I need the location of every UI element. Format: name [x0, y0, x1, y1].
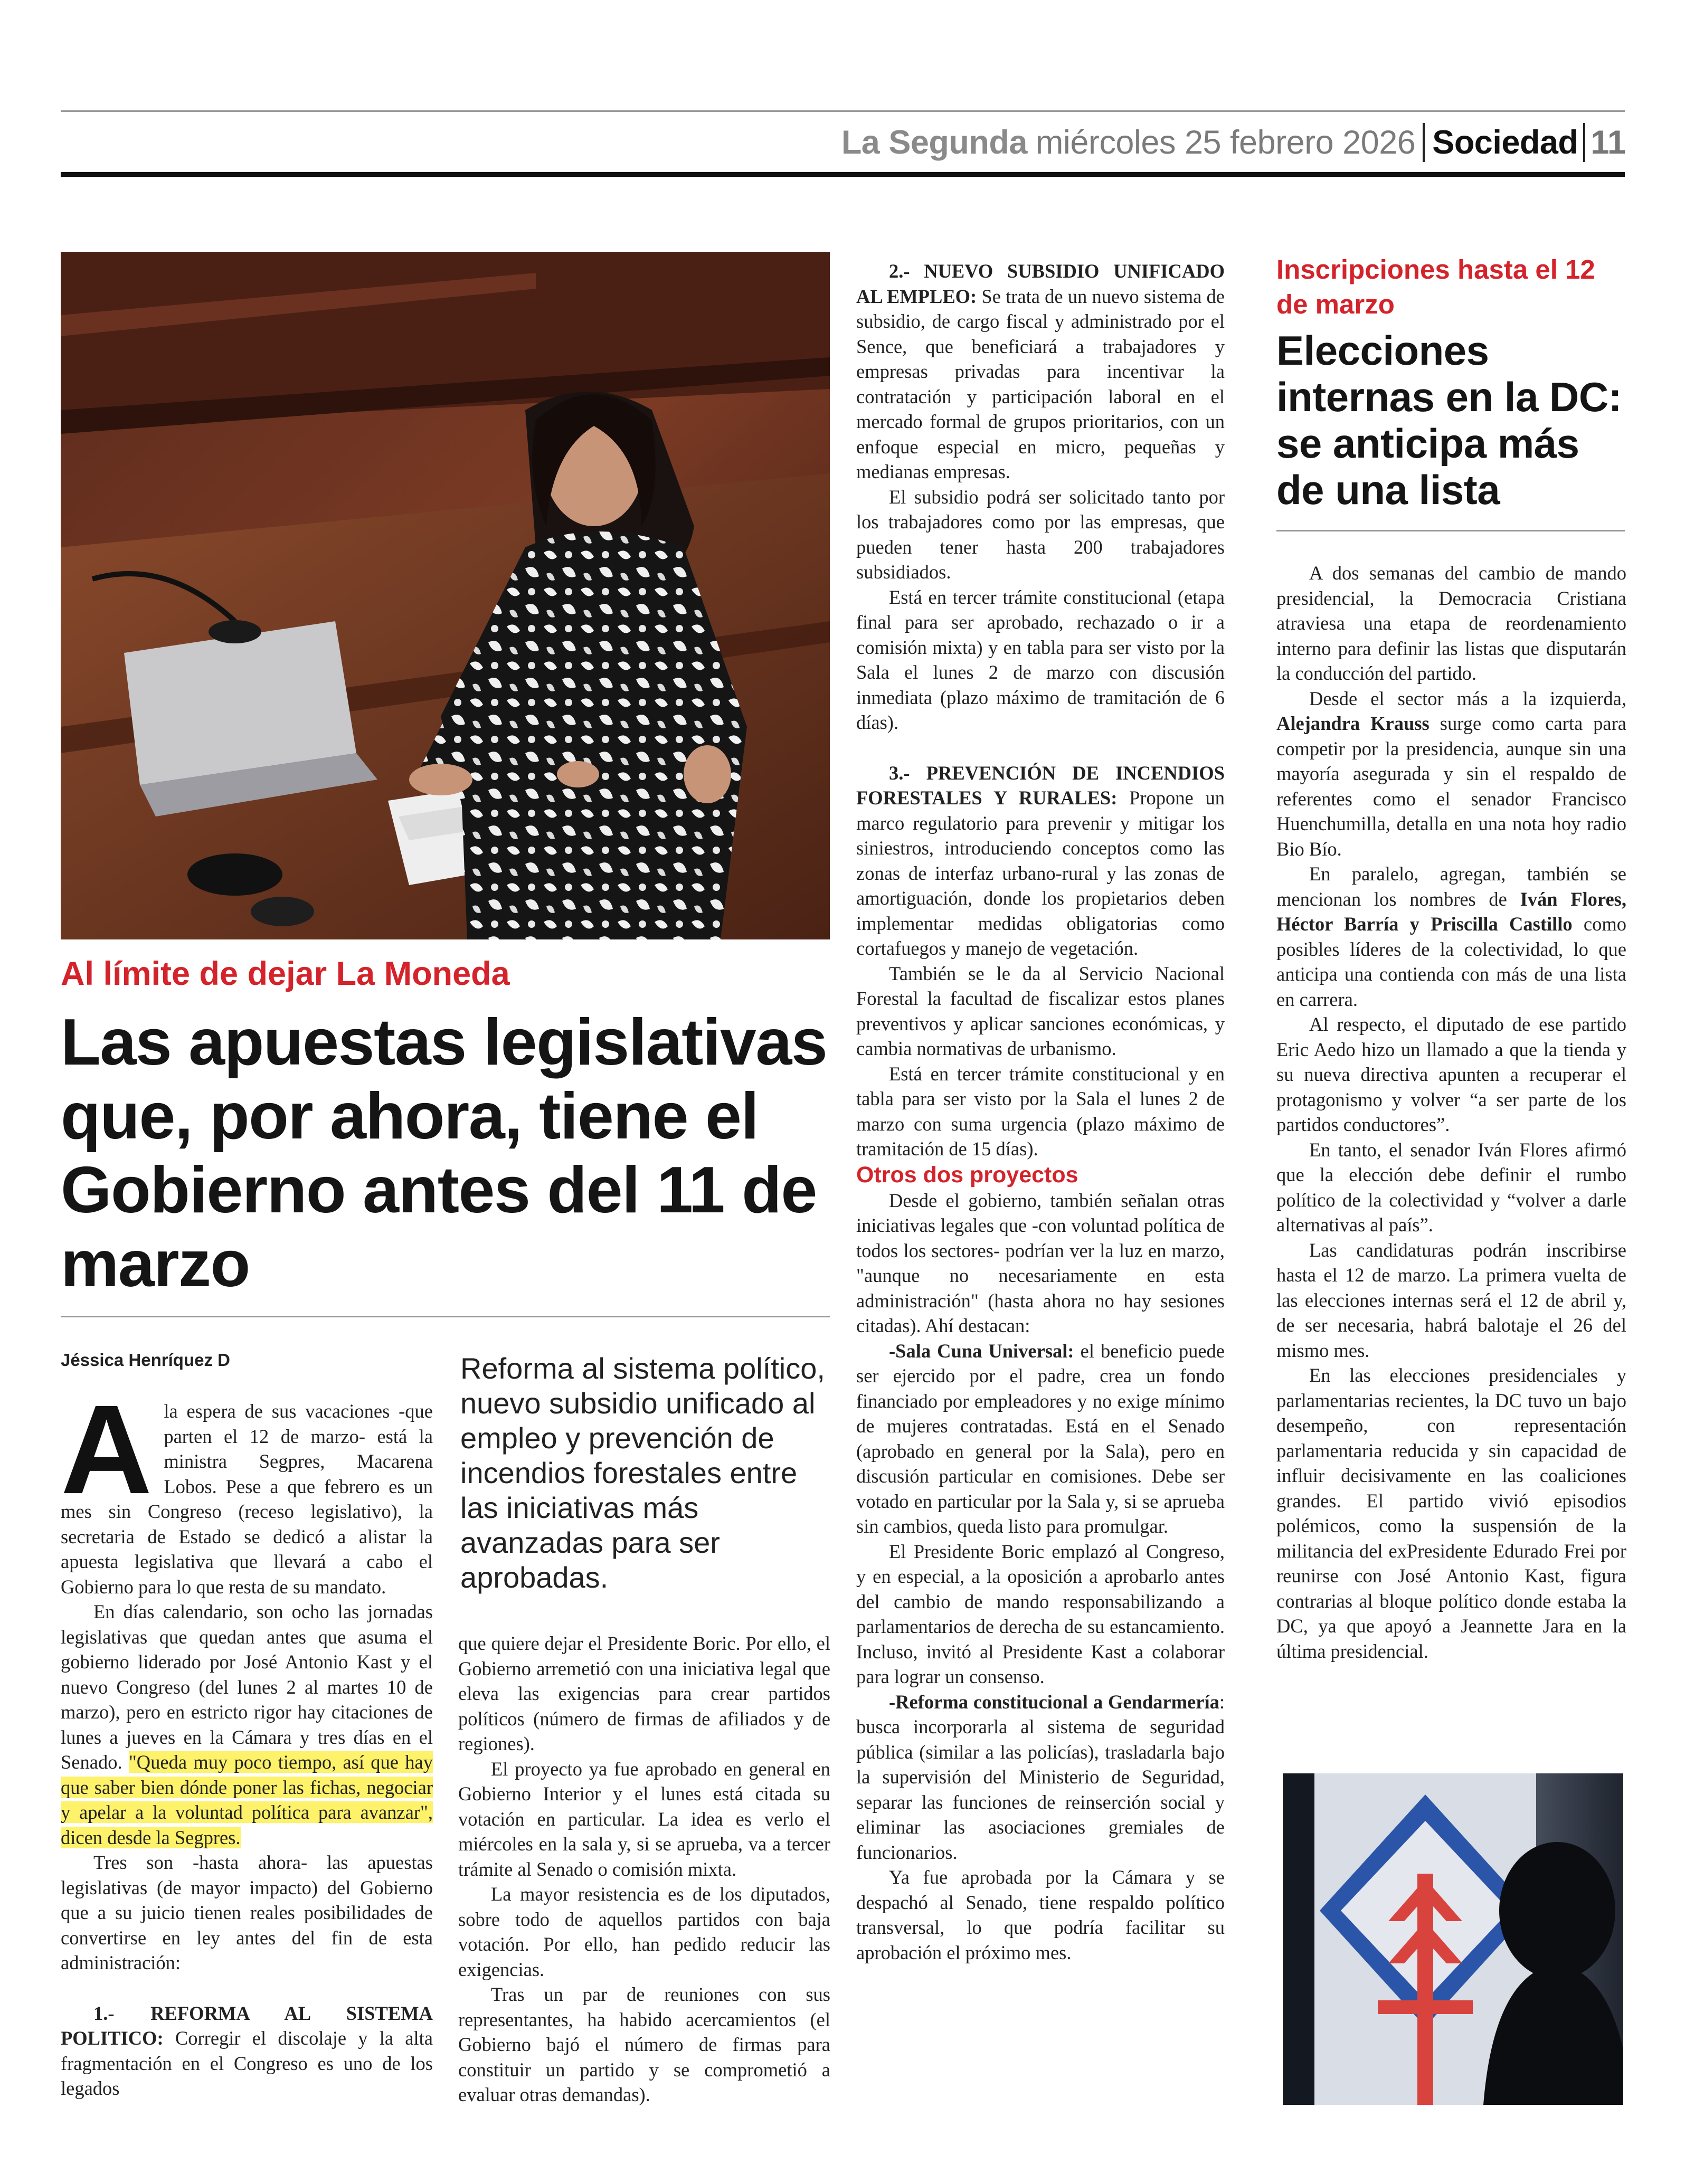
- drop-cap: A: [61, 1379, 153, 1520]
- main-paragraph: Está en tercer trámite constitucional y en tabla para ser visto por la Sala el lunes 2 de marzo con suma urgencia (plazo máximo de tramitación de 15 días).: [856, 1062, 1225, 1160]
- main-kicker: Al límite de dejar La Moneda: [61, 955, 510, 992]
- section-lead: 2.- NUEVO SUBSIDIO UNIFICADO AL EMPLEO:: [856, 260, 1225, 307]
- side-paragraph: A dos semanas del cambio de mando presidencial, la Democracia Cristiana atraviesa una etapa de reordenamiento interno para definir las listas que disputarán la conducción del partido.: [1276, 562, 1626, 684]
- section-name: Sociedad: [1432, 124, 1578, 161]
- main-paragraph: El Presidente Boric emplazó al Congreso, y en especial, a la oposición a aprobarlo antes del cambio de mando responsabilizando a parlamentarios de derecha de su estancamiento. Incluso, invitó al Presidente Kast a colaborar para lograr un consenso.: [856, 1540, 1225, 1687]
- header-top-rule: [61, 110, 1625, 112]
- pull-quote: Reforma al sistema político, nuevo subsidio unificado al empleo y prevención de incendios forestales entre las iniciativas más avanzadas para ser aprobadas.: [460, 1352, 825, 1594]
- side-paragraph: En las elecciones presidenciales y parlamentarias recientes, la DC tuvo un bajo desempeño, con representación parlamentaria reducida y sin capacidad de influir decisivamente en las coaliciones grandes. El partido vivió episodios polémicos, como la suspensión de la militancia del exPresidente Edurado Frei por reunirse con José Antonio Kast, figura contrarias al bloque político donde estaba la DC, ya que apoyó a Jeannette Jara en la última presidencial.: [1276, 1364, 1626, 1662]
- section-lead: 1.- REFORMA AL SISTEMA POLITICO:: [61, 2002, 433, 2049]
- main-paragraph: Desde el gobierno, también señalan otras iniciativas legales que -con voluntad política de todos los sectores- podrían ver la luz en marzo, "aunque no necesariamente en esta administración" (hasta ahora no hay sesiones citadas). Ahí destacan:: [856, 1189, 1225, 1336]
- main-paragraph-text: En días calendario, son ocho las jornadas legislativas que quedan antes que asuma el gobierno liderado por José Antonio Kast y el nuevo Congreso (del lunes 2 al martes 10 de marzo), pero en estricto rigor hay citaciones de lunes a jueves en la Cámara y tres días en el Senado.: [61, 1601, 433, 1773]
- subheading: Otros dos proyectos: [856, 1162, 1078, 1188]
- person-names: Iván Flores, Héctor Barría y Priscilla Castillo: [1276, 888, 1626, 935]
- side-paragraph: [1276, 861, 1626, 1012]
- main-column-1: [61, 1379, 433, 2101]
- side-paragraph-text: surge como carta para competir por la presidencia, aunque sin una mayoría asegurada y sin el respaldo de referentes como el senador Francisco Huenchumilla, detalla en una nota hoy radio Bio Bío.: [1276, 713, 1626, 860]
- section-lead: -Sala Cuna Universal:: [889, 1340, 1074, 1362]
- side-paragraph-text: En paralelo, agregan, también se mencionan los nombres de: [1276, 863, 1626, 910]
- main-column-2: [458, 1631, 830, 2107]
- main-paragraph: Tres son -hasta ahora- las apuestas legislativas (de mayor impacto) del Gobierno que a su juicio tienen reales posibilidades de convertirse en ley antes del fin de esta administración:: [61, 1851, 433, 1973]
- side-column: [1276, 561, 1626, 1664]
- page-number: 11: [1591, 124, 1626, 161]
- side-paragraph-text: como posibles líderes de la colectividad, lo que anticipa una contienda con más de una lista en carrera.: [1276, 913, 1626, 1010]
- side-headline-rule: [1276, 530, 1625, 531]
- main-headline: Las apuestas legislativas que, por ahora, tiene el Gobierno antes del 11 de marzo: [61, 1006, 827, 1300]
- masthead-divider: [1583, 123, 1585, 162]
- dc-flag-photo-illustration: [1283, 1773, 1623, 2105]
- side-article-photo: [1283, 1773, 1623, 2105]
- main-paragraph: El proyecto ya fue aprobado en general en Gobierno Interior y el lunes está citada su votación en particular. La idea es verlo el miércoles en la sala y, si se aprueba, va a tercer trámite al Senado o comisión mixta.: [458, 1758, 830, 1880]
- main-paragraph: que quiere dejar el Presidente Boric. Por ello, el Gobierno arremetió con una iniciativa legal que eleva las exigencias para crear partidos políticos (número de firmas de afiliados y de regiones).: [458, 1632, 830, 1754]
- main-paragraph: Ya fue aprobada por la Cámara y se despachó al Senado, tiene respaldo político transversal, lo que podría facilitar su aprobación el próximo mes.: [856, 1866, 1225, 1963]
- byline: Jéssica Henríquez D: [61, 1350, 230, 1370]
- main-article-photo: [61, 252, 830, 939]
- main-paragraph-text: Propone un marco regulatorio para prevenir y mitigar los siniestros, introduciendo conceptos como las zonas de interfaz urbano-rural y las zonas de amortiguación, donde los propietarios deben implementar medidas obligatorias como cortafuegos y manejo de vegetación.: [856, 787, 1225, 959]
- side-paragraph: En tanto, el senador Iván Flores afirmó que la elección debe definir el rumbo político de la colectividad y “volver a darle alternativas al país”.: [1276, 1138, 1626, 1236]
- section-lead: 3.- PREVENCIÓN DE INCENDIOS FORESTALES Y RURALES:: [856, 762, 1225, 809]
- main-paragraph-text: el beneficio puede ser ejercido por el padre, crea un fondo financiado por empleadores y no exige mínimo de mujeres contratadas. Está en el Senado (aprobado en general por la Sala), pero en discusión particular en comisiones. Debe ser votado en particular por la Sala y, si se aprueba sin cambios, queda listo para promulgar.: [856, 1340, 1225, 1537]
- main-paragraph: [856, 259, 1225, 485]
- main-paragraph: [856, 1689, 1225, 1865]
- side-kicker: Inscripciones hasta el 12 de marzo: [1276, 254, 1595, 319]
- main-paragraph: La mayor resistencia es de los diputados, sobre todo de aquellos partidos con baja votación. Por ello, han pedido reducir las exigencias.: [458, 1883, 830, 1980]
- side-paragraph: [1276, 686, 1626, 862]
- minister-photo-illustration: [61, 252, 830, 939]
- headline-rule: [61, 1316, 830, 1317]
- masthead-divider: [1423, 123, 1425, 162]
- highlighted-quote: "Queda muy poco tiempo, así que hay que saber bien dónde poner las fichas, negociar y apelar a la voluntad política para avanzar", dicen desde la Segpres.: [61, 1751, 433, 1848]
- header-bottom-rule: [61, 172, 1625, 177]
- main-paragraph: Está en tercer trámite constitucional (etapa final para ser aprobado, rechazado o ir a comisión mixta) y en tabla para ser visto por la Sala el lunes 2 de marzo con discusión inmediata (plazo máximo de tramitación de 6 días).: [856, 586, 1225, 733]
- person-name: Alejandra Krauss: [1276, 713, 1430, 734]
- section-lead: -Reforma constitucional a Gendarmería: [889, 1691, 1219, 1713]
- main-paragraph: [61, 1599, 433, 1850]
- main-paragraph-text: Corregir el discolaje y la alta fragmentación en el Congreso es uno de los legados: [61, 2027, 433, 2099]
- issue-date: miércoles 25 febrero 2026: [1035, 124, 1416, 161]
- main-column-3: [856, 259, 1225, 1965]
- main-paragraph: Tras un par de reuniones con sus representantes, ha habido acercamientos (el Gobierno bajó el número de firmas para constituir un partido y se comprometió a evaluar otras demandas).: [458, 1983, 830, 2105]
- side-paragraph-text: Desde el sector más a la izquierda,: [1309, 687, 1626, 709]
- main-paragraph: También se le da al Servicio Nacional Forestal la facultad de fiscalizar estos planes preventivos y aplicar sanciones económicas, y cambia normativas de urbanismo.: [856, 962, 1225, 1059]
- main-paragraph: [856, 761, 1225, 961]
- main-paragraph: [61, 2001, 433, 2101]
- main-paragraph: la espera de sus vacaciones -que parten el 12 de marzo- está la ministra Segpres, Macarena Lobos. Pese a que febrero es un mes sin Congreso (receso legislativo), la secretaria de Estado se dedicó a alistar la apuesta legislativa que llevará a cabo el Gobierno para lo que resta de su mandato.: [61, 1400, 433, 1598]
- side-paragraph: Las candidaturas podrán inscribirse hasta el 12 de marzo. La primera vuelta de las elecciones internas será el 12 de abril y, de ser necesaria, habrá balotaje el 26 del mismo mes.: [1276, 1239, 1626, 1361]
- side-headline: Elecciones internas en la DC: se anticipa más de una lista: [1276, 327, 1622, 513]
- side-paragraph: Al respecto, el diputado de ese partido Eric Aedo hizo un llamado a que la tienda y su nueva directiva apunten a recuperar el protagonismo y volver “a ser parte de los partidos conductores”.: [1276, 1013, 1626, 1135]
- main-paragraph-text: : busca incorporarla al sistema de seguridad pública (similar a las policías), trasladarla bajo la supervisión del Ministerio de Seguridad, separar las funciones de reinserción social y eliminar las asociaciones gremiales de funcionarios.: [856, 1691, 1225, 1863]
- main-paragraph: El subsidio podrá ser solicitado tanto por los trabajadores como por las empresas, que pueden tener hasta 200 trabajadores subsidiados.: [856, 486, 1225, 583]
- main-paragraph-text: Se trata de un nuevo sistema de subsidio, de cargo fiscal y administrado por el Sence, que beneficiará a trabajadores y empresas privadas para incentivar la contratación y participación laboral en el mercado formal de grupos prioritarios, con un enfoque especial en micro, pequeñas y medianas empresas.: [856, 285, 1225, 482]
- masthead: [841, 116, 1626, 169]
- main-paragraph: [856, 1338, 1225, 1539]
- newspaper-name: La Segunda: [841, 124, 1027, 161]
